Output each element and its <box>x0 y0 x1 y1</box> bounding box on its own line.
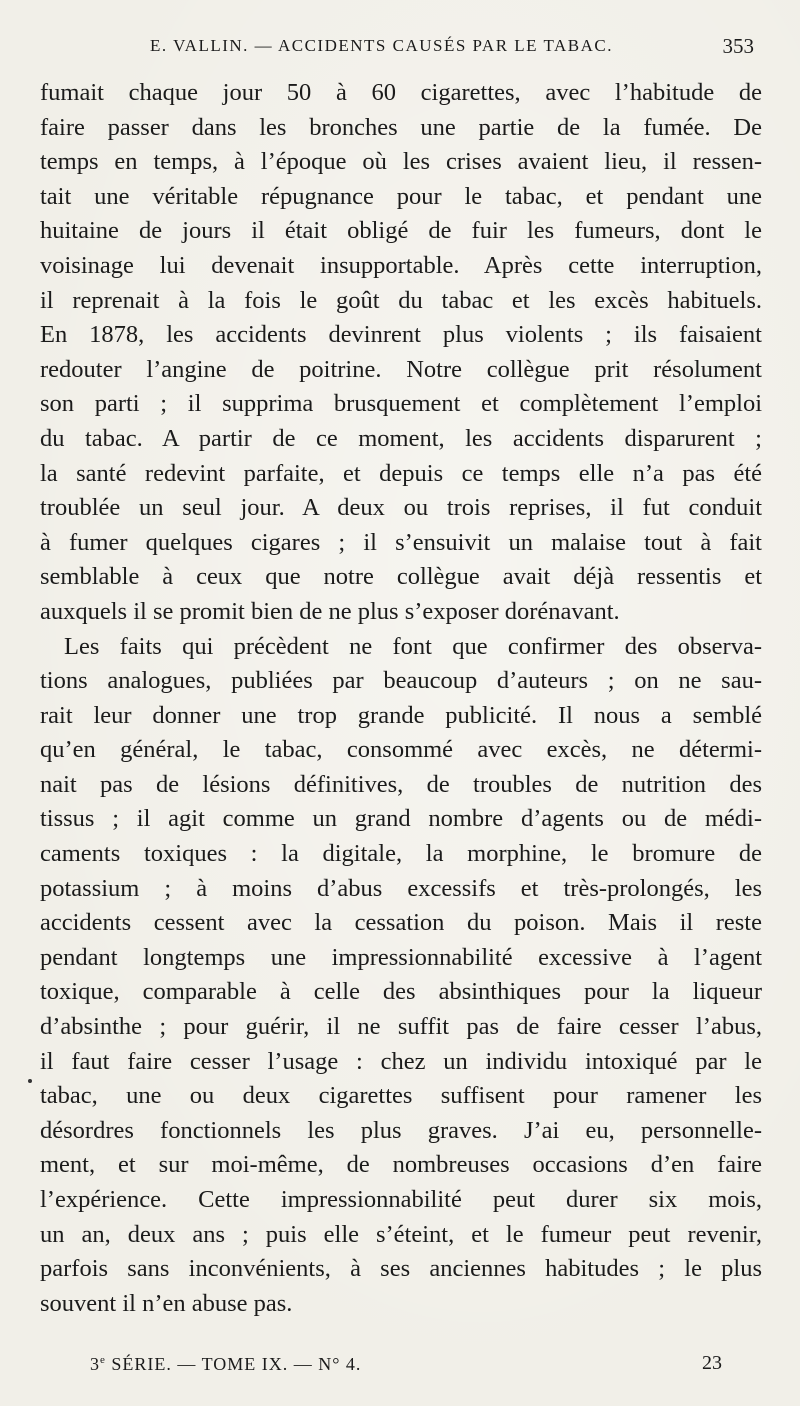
text-line: En 1878, les accidents devinrent plus violents ; ils faisaient <box>40 321 762 349</box>
text-line: troublée un seul jour. A deux ou trois reprises, il fut conduit <box>40 494 762 522</box>
margin-mark <box>28 1079 32 1083</box>
text-line: tait une véritable répugnance pour le tabac, et pendant une <box>40 182 762 210</box>
text-line: fumait chaque jour 50 à 60 cigarettes, avec l’habitude de <box>40 79 762 106</box>
text-line: tions analogues, publiées par beaucoup d’auteurs ; on ne sau- <box>40 667 762 695</box>
text-line: son parti ; il supprima brusquement et complètement l’emploi <box>40 390 762 418</box>
paragraph-end-line: auxquels il se promit bien de ne plus s’exposer dorénavant. <box>40 597 620 625</box>
text-line: accidents cessent avec la cessation du poison. Mais il reste <box>40 909 762 937</box>
text-line: il faut faire cesser l’usage : chez un individu intoxiqué par le <box>40 1047 762 1075</box>
paragraph-first-line: Les faits qui précèdent ne font que confirmer des observa- <box>64 632 762 660</box>
text-line: nait pas de lésions définitives, de troubles de nutrition des <box>40 770 762 798</box>
paragraph-end-line: souvent il n’en abuse pas. <box>40 1289 293 1317</box>
text-line: du tabac. A partir de ce moment, les accidents disparurent ; <box>40 424 762 452</box>
text-line: la santé redevint parfaite, et depuis ce temps elle n’a pas été <box>40 459 762 487</box>
text-line: toxique, comparable à celle des absinthiques pour la liqueur <box>40 978 762 1006</box>
running-title: E. VALLIN. — ACCIDENTS CAUSÉS PAR LE TABAC. <box>150 36 614 55</box>
text-line: à fumer quelques cigares ; il s’ensuivit un malaise tout à fait <box>40 528 762 556</box>
series-number: 3 <box>90 1354 100 1374</box>
text-line: tabac, une ou deux cigarettes suffisent pour ramener les <box>40 1082 762 1110</box>
text-line: il reprenait à la fois le goût du tabac et les excès habituels. <box>40 286 762 314</box>
text-line: huitaine de jours il était obligé de fuir les fumeurs, dont le <box>40 217 762 245</box>
text-line: caments toxiques : la digitale, la morphine, le bromure de <box>40 840 762 868</box>
text-line: semblable à ceux que notre collègue avait déjà ressentis et <box>40 563 762 591</box>
text-line: d’absinthe ; pour guérir, il ne suffit pas de faire cesser l’abus, <box>40 1013 762 1041</box>
text-line: l’expérience. Cette impressionnabilité peut durer six mois, <box>40 1186 762 1213</box>
running-head <box>40 36 760 62</box>
text-line: rait leur donner une trop grande publicité. Il nous a semblé <box>40 701 762 729</box>
text-line: voisinage lui devenait insupportable. Après cette interruption, <box>40 251 762 279</box>
body-text <box>40 76 762 1321</box>
page-number: 353 <box>722 34 754 58</box>
text-line: faire passer dans les bronches une partie de la fumée. De <box>40 113 762 141</box>
text-line: parfois sans inconvénients, à ses anciennes habitudes ; le plus <box>40 1255 762 1283</box>
series-suffix: e <box>100 1354 106 1366</box>
text-line: ment, et sur moi-même, de nombreuses occasions d’en faire <box>40 1151 762 1179</box>
text-line: désordres fonctionnels les plus graves. J’ai eu, personnelle- <box>40 1116 762 1144</box>
sheet-number: 23 <box>702 1352 722 1374</box>
text-line: temps en temps, à l’époque où les crises avaient lieu, il ressen- <box>40 148 762 176</box>
signature-line <box>90 1354 361 1375</box>
text-line: potassium ; à moins d’abus excessifs et très-prolongés, les <box>40 874 762 902</box>
text-line: qu’en général, le tabac, consommé avec excès, ne détermi- <box>40 736 762 764</box>
page-footer <box>90 1354 722 1382</box>
text-line: redouter l’angine de poitrine. Notre collègue prit résolument <box>40 355 762 383</box>
text-line: un an, deux ans ; puis elle s’éteint, et le fumeur peut revenir, <box>40 1220 762 1248</box>
text-line: tissus ; il agit comme un grand nombre d’agents ou de médi- <box>40 805 762 833</box>
text-line: pendant longtemps une impressionnabilité excessive à l’agent <box>40 943 762 971</box>
series-tome-number: SÉRIE. — TOME IX. — N° 4. <box>105 1354 362 1374</box>
